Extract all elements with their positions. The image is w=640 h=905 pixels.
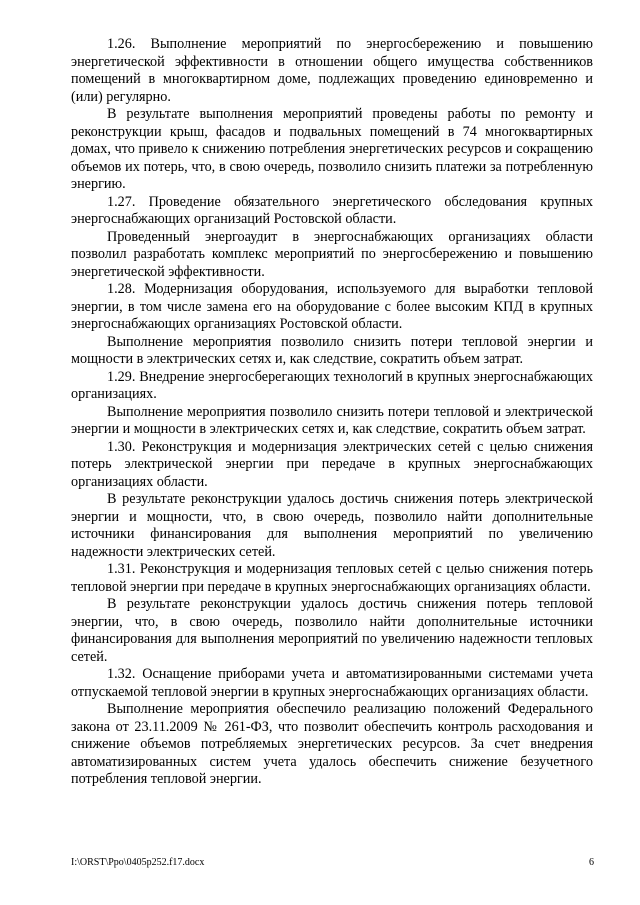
paragraph-1-30-result: В результате реконструкции удалось достичь снижения потерь электрической энергии и мощности, что, в свою очередь, позволило найти дополнительные источники финансирования для выполнения мероприятий по увеличению надежности электрических сетей. (71, 491, 593, 560)
paragraph-1-26: 1.26. Выполнение мероприятий по энергосбережению и повышению энергетической эффективности в отношении общего имущества собственников помещений в многоквартирном доме, подлежащих проведению единовременно и (или) регулярно. (71, 36, 593, 105)
paragraph-1-30: 1.30. Реконструкция и модернизация электрических сетей с целью снижения потерь электрической энергии при передаче в крупных энергоснабжающих организациях области. (71, 438, 593, 490)
paragraph-1-28: 1.28. Модернизация оборудования, используемого для выработки тепловой энергии, в том числе замена его на оборудование с более высоким КПД в крупных энергоснабжающих организациях Ростовской области. (71, 281, 593, 332)
paragraph-1-31: 1.31. Реконструкция и модернизация тепловых сетей с целью снижения потерь тепловой энергии при передаче в крупных энергоснабжающих организациях области. (71, 561, 593, 595)
footer-page-number: 6 (589, 857, 594, 868)
paragraph-1-32-result: Выполнение мероприятия обеспечило реализацию положений Федерального закона от 23.11.2009 № 261-ФЗ, что позволит обеспечить контроль расходования и снижение объемов потребляемых энергетических ресурсов. За счет внедрения автоматизированных систем учета удалось обеспечить снижение безучетного потребления тепловой энергии. (71, 701, 593, 787)
footer-file-path: I:\ORST\Ppo\0405p252.f17.docx (71, 857, 205, 868)
paragraph-1-29-result: Выполнение мероприятия позволило снизить потери тепловой и электрической энергии и мощности в электрических сетях и, как следствие, сократить объем затрат. (71, 403, 593, 437)
paragraph-1-26-result: В результате выполнения мероприятий проведены работы по ремонту и реконструкции крыш, фасадов и подвальных помещений в 74 многоквартирных домах, что привело к снижению потребления энергетических ресурсов и сокращению объемов их потерь, что, в свою очередь, позволило снизить платежи за потребленную энергию. (71, 106, 593, 192)
paragraph-1-29: 1.29. Внедрение энергосберегающих технологий в крупных энергоснабжающих организациях. (71, 368, 593, 402)
paragraph-1-28-result: Выполнение мероприятия позволило снизить потери тепловой энергии и мощности в электрических сетях и, как следствие, сократить объем затрат. (71, 333, 593, 367)
paragraph-1-27: 1.27. Проведение обязательного энергетического обследования крупных энергоснабжающих организаций Ростовской области. (71, 193, 593, 227)
paragraph-1-31-result: В результате реконструкции удалось достичь снижения потерь тепловой энергии, что, в свою очередь, позволило найти дополнительные источники финансирования для выполнения мероприятий по увеличению надежности тепловых сетей. (71, 596, 593, 665)
paragraph-1-27-result: Проведенный энергоаудит в энергоснабжающих организациях области позволил разработать комплекс мероприятий по энергосбережению и повышению энергетической эффективности. (71, 228, 593, 280)
paragraph-1-32: 1.32. Оснащение приборами учета и автоматизированными системами учета отпускаемой тепловой энергии в крупных энергоснабжающих организациях области. (71, 666, 593, 700)
document-body (71, 36, 593, 789)
